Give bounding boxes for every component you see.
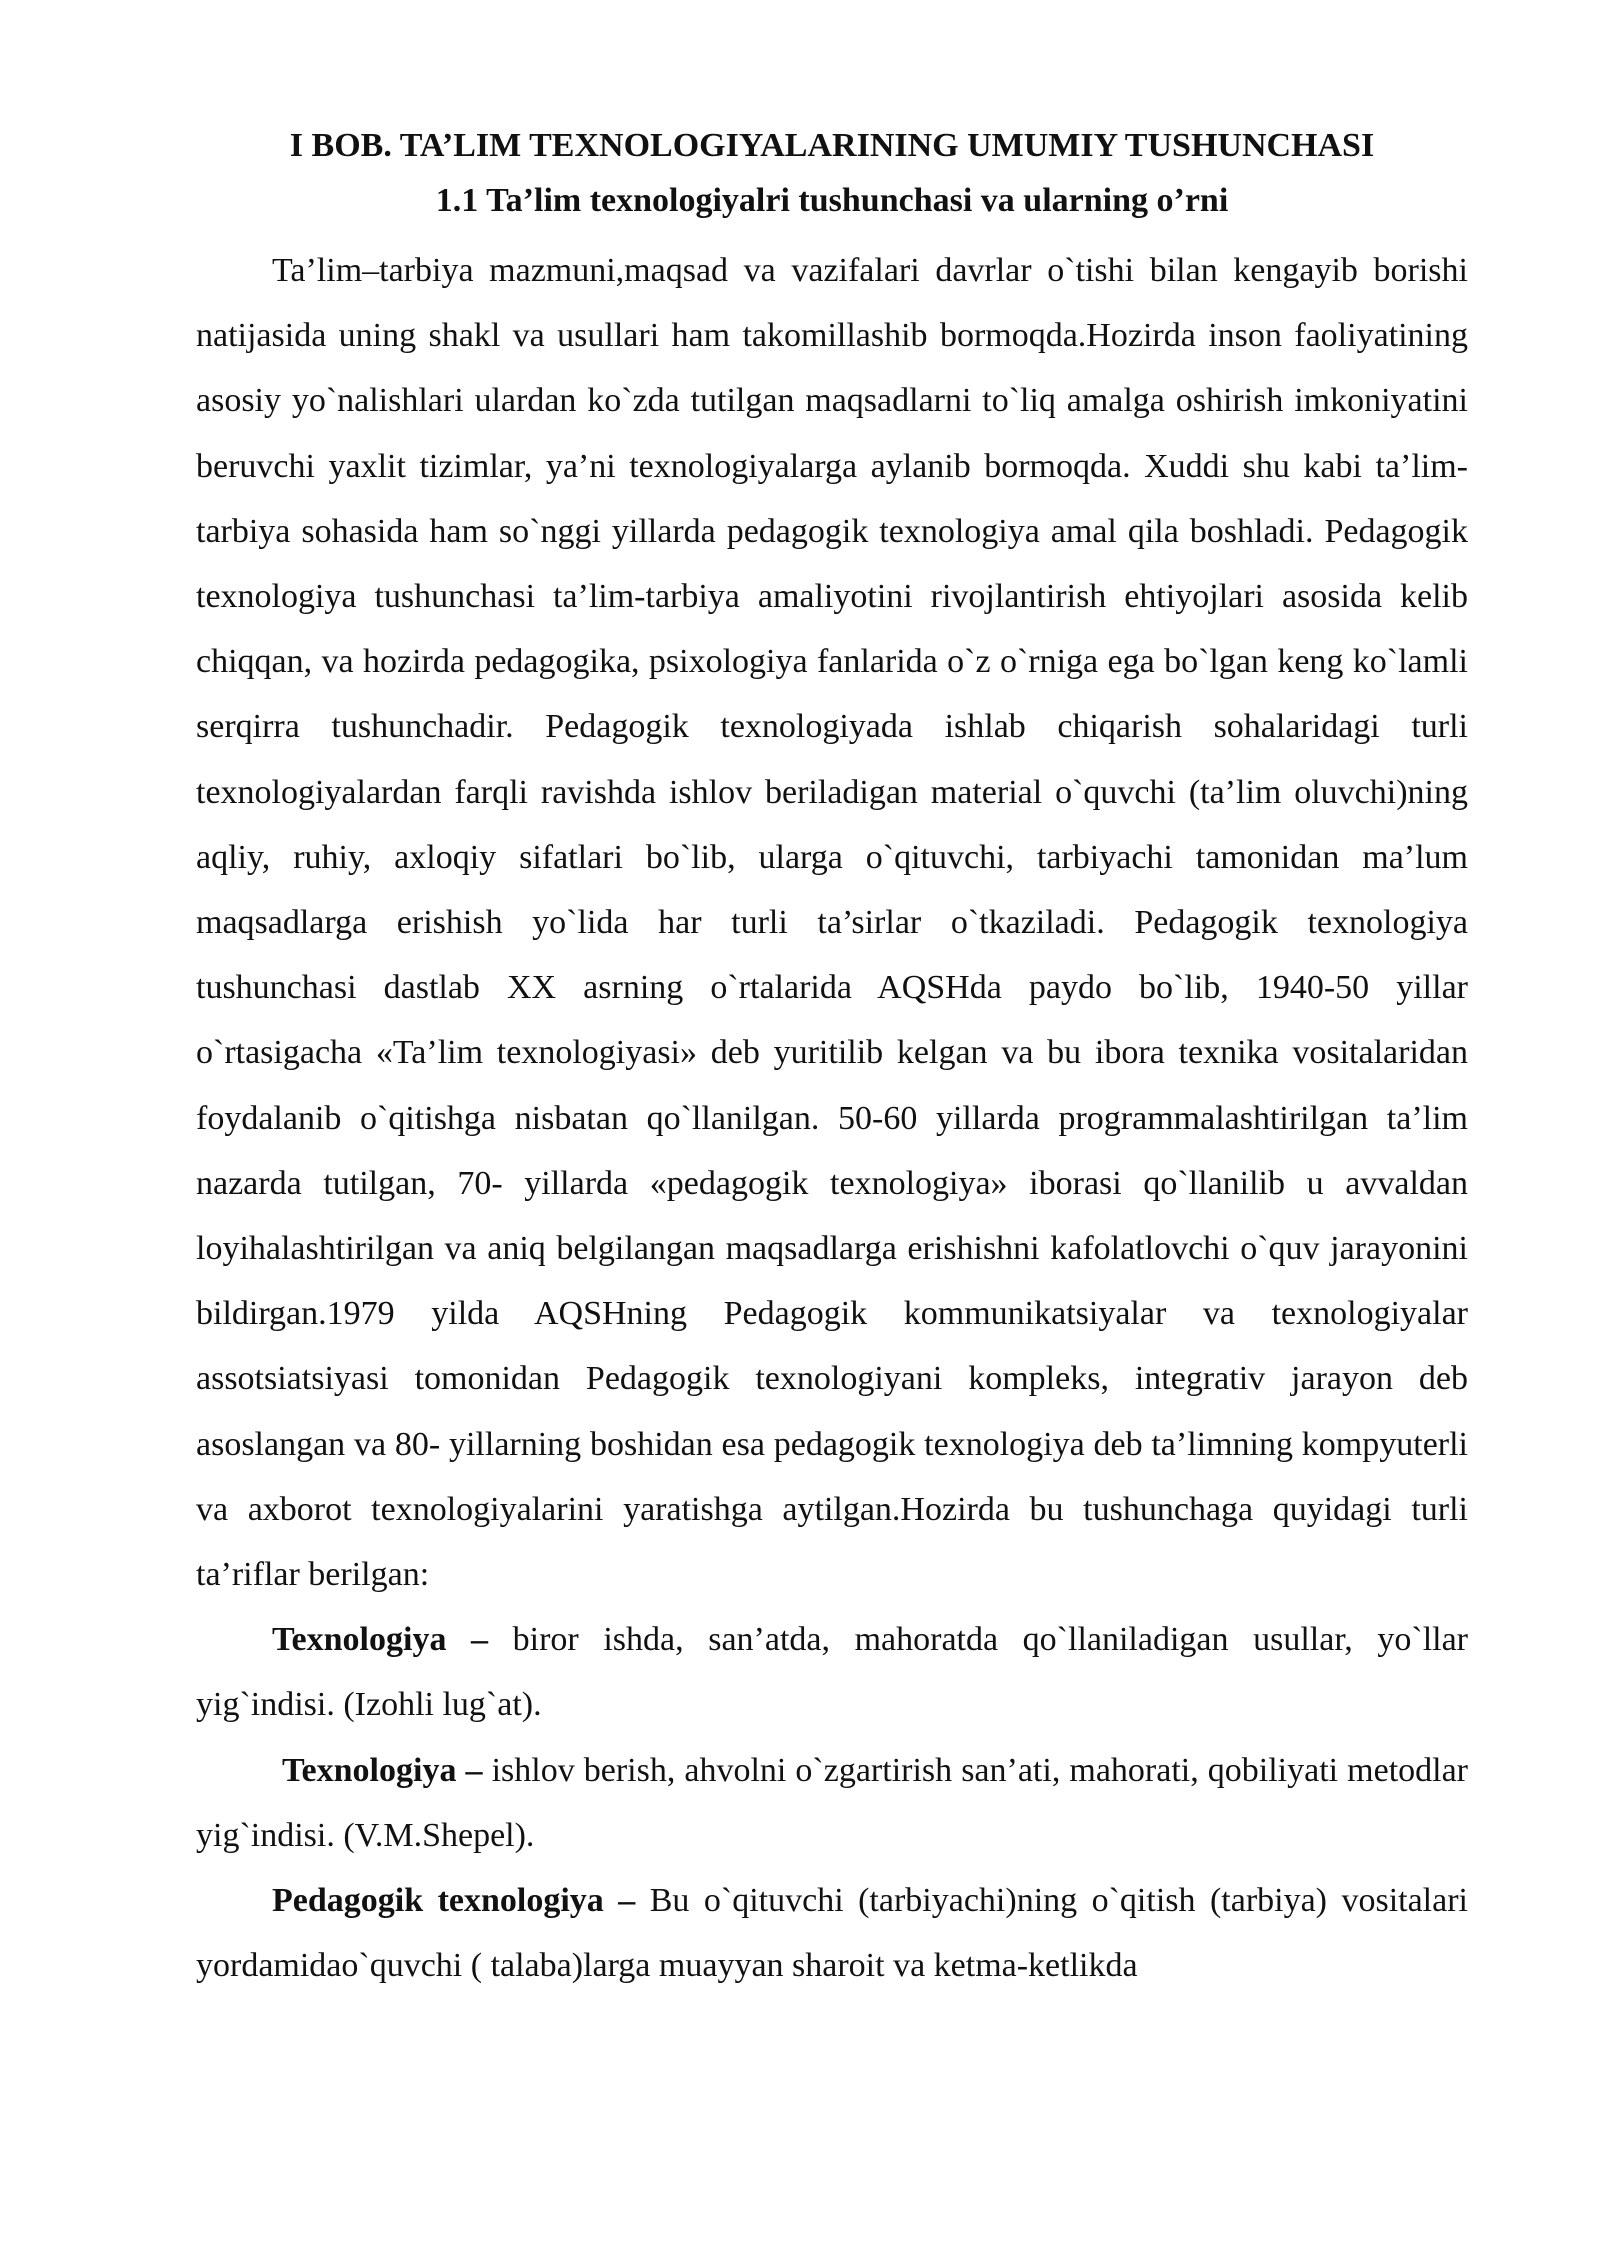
definition-3 (196, 1868, 1468, 1998)
definition-text: ishlov berish, ahvolni o`zgartirish san’ati, mahorati, qobiliyati metodlar yig`indisi. (V.M.Shepel). (196, 1751, 1468, 1854)
definition-text: biror ishda, san’atda, mahoratda qo`llaniladigan usullar, yo`llar yig`indisi. (Izohli lug`at). (196, 1621, 1469, 1724)
definition-text: Bu o`qituvchi (tarbiyachi)ning o`qitish (tarbiya) vositalari yordamidao`quvchi ( talaba)larga muayyan sharoit va ketma-ketlikda (196, 1882, 1468, 1985)
definition-term: Pedagogik texnologiya – (272, 1882, 636, 1920)
definition-2 (196, 1738, 1468, 1868)
chapter-title: I BOB. TA’LIM TEXNOLOGIYALARINING UMUMIY TUSHUNCHASI (289, 127, 1375, 164)
document-page (196, 118, 1468, 1998)
definition-term: Texnologiya – (272, 1621, 489, 1659)
definition-1 (196, 1607, 1468, 1737)
definition-term: Texnologiya – (282, 1751, 483, 1789)
section-title: 1.1 Ta’lim texnologiyalri tushunchasi va ularning o’rni (435, 182, 1229, 219)
main-paragraph: Ta’lim–tarbiya mazmuni,maqsad va vazifalari davrlar o`tishi bilan kengayib borishi natijasida uning shakl va usullari ham takomillashib bormoqda.Hozirda inson faoliyatining asosiy yo`nalishlari ulardan ko`zda tutilgan maqsadlarni to`liq amalga oshirish imkoniyatini beruvchi yaxlit tizimlar, ya’ni texnologiyalarga aylanib bormoqda. Xuddi shu kabi ta’lim-tarbiya sohasida ham so`nggi yillarda pedagogik texnologiya amal qila boshladi. Pedagogik texnologiya tushunchasi ta’lim-tarbiya amaliyotini rivojlantirish ehtiyojlari asosida kelib chiqqan, va hozirda pedagogika, psixologiya fanlarida o`z o`rniga ega bo`lgan keng ko`lamli serqirra tushunchadir. Pedagogik texnologiyada ishlab chiqarish sohalaridagi turli texnologiyalardan farqli ravishda ishlov beriladigan material o`quvchi (ta’lim oluvchi)ning aqliy, ruhiy, axloqiy sifatlari bo`lib, ularga o`qituvchi, tarbiyachi tamonidan ma’lum maqsadlarga erishish yo`lida har turli ta’sirlar o`tkaziladi. Pedagogik texnologiya tushunchasi dastlab XX asrning o`rtalarida AQSHda paydo bo`lib, 1940-50 yillar o`rtasigacha «Ta’lim texnologiyasi» deb yuritilib kelgan va bu ibora texnika vositalaridan foydalanib o`qitishga nisbatan qo`llanilgan. 50-60 yillarda programmalashtirilgan ta’lim nazarda tutilgan, 70- yillarda «pedagogik texnologiya» iborasi qo`llanilib u avvaldan loyihalashtirilgan va aniq belgilangan maqsadlarga erishishni kafolatlovchi o`quv jarayonini bildirgan.1979 yilda AQSHning Pedagogik kommunikatsiyalar va texnologiyalar assotsiatsiyasi tomonidan Pedagogik texnologiyani kompleks, integrativ jarayon deb asoslangan va 80- yillarning boshidan esa pedagogik texnologiya deb ta’limning kompyuterli va axborot texnologiyalarini yaratishga aytilgan.Hozirda bu tushunchaga quyidagi turli ta’riflar berilgan: (196, 252, 1468, 1594)
